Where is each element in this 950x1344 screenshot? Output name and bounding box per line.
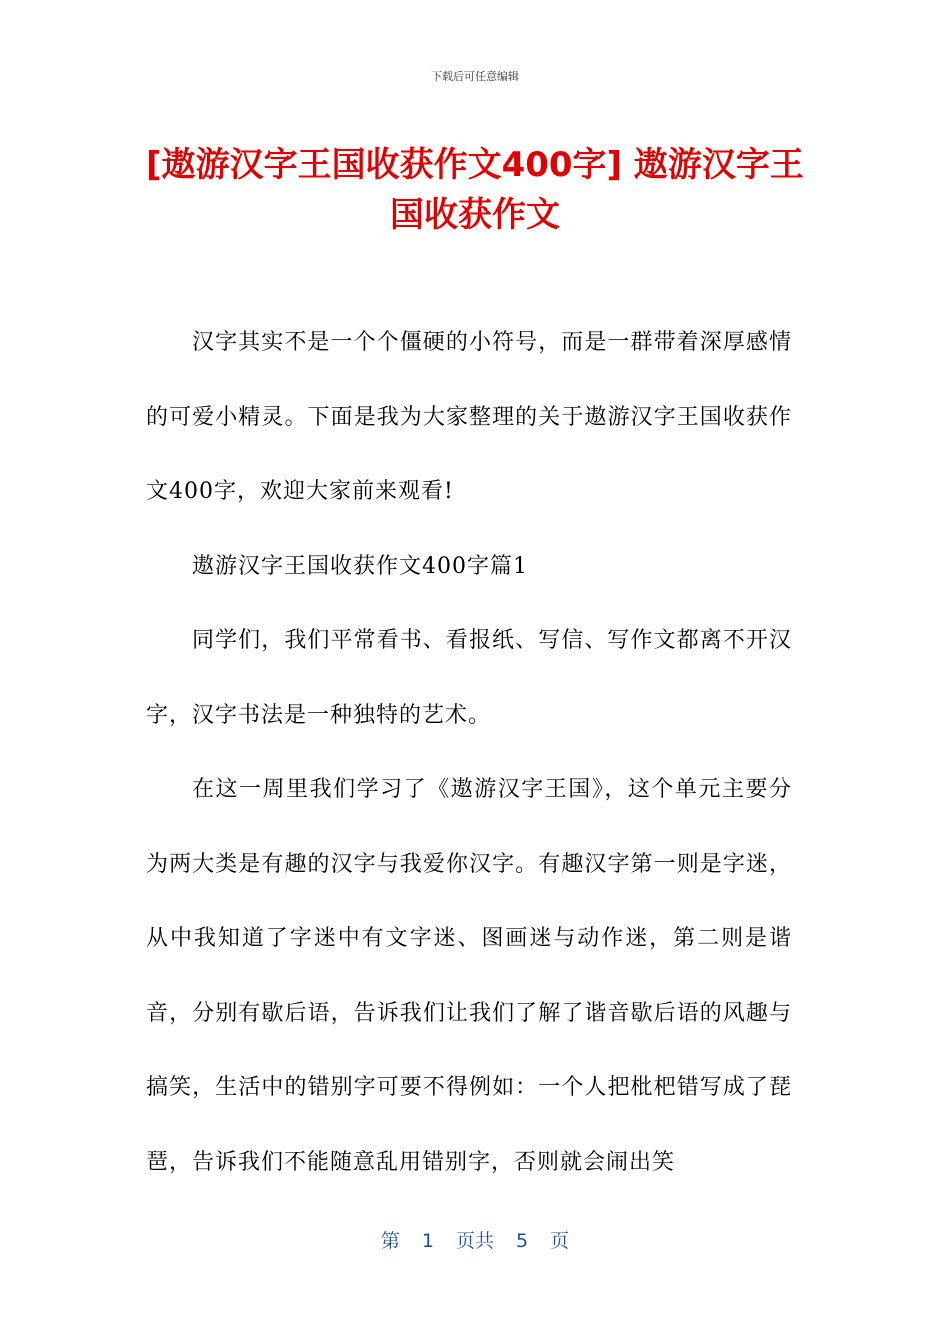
footer-total-pages: 5: [516, 1230, 529, 1252]
title-line-2: 国收获作文: [390, 195, 560, 235]
section-heading: 遨游汉字王国收获作文400字篇1: [192, 553, 528, 579]
page-footer: [0, 1226, 950, 1253]
footer-total-label: 页共: [455, 1230, 494, 1252]
footer-suffix: 页: [550, 1230, 570, 1252]
paragraph-1: 同学们，我们平常看书、看报纸、写信、写作文都离不开汉字，汉字书法是一种独特的艺术。: [146, 628, 792, 728]
document-body: [146, 306, 792, 1200]
footer-page-label: 第: [380, 1230, 400, 1252]
header-note: 下载后可任意编辑: [431, 70, 519, 83]
title-line-1: [遨游汉字王国收获作文400字] 遨游汉字王: [146, 145, 804, 185]
footer-page-number: 1: [421, 1230, 434, 1252]
paragraph-intro: 汉字其实不是一个个僵硬的小符号，而是一群带着深厚感情的可爱小精灵。下面是我为大家整理的关于遨游汉字王国收获作文400字，欢迎大家前来观看!: [146, 330, 792, 504]
document-title: [140, 140, 810, 240]
paragraph-2: 在这一周里我们学习了《遨游汉字王国》，这个单元主要分为两大类是有趣的汉字与我爱你汉字。有趣汉字第一则是字迷，从中我知道了字迷中有文字迷、图画迷与动作迷，第二则是谐音，分别有歇后语，告诉我们让我们了解了谐音歇后语的风趣与搞笑，生活中的错别字可要不得例如：一个人把枇杷错写成了琵琶，告诉我们不能随意乱用错别字，否则就会闹出笑: [146, 777, 792, 1175]
